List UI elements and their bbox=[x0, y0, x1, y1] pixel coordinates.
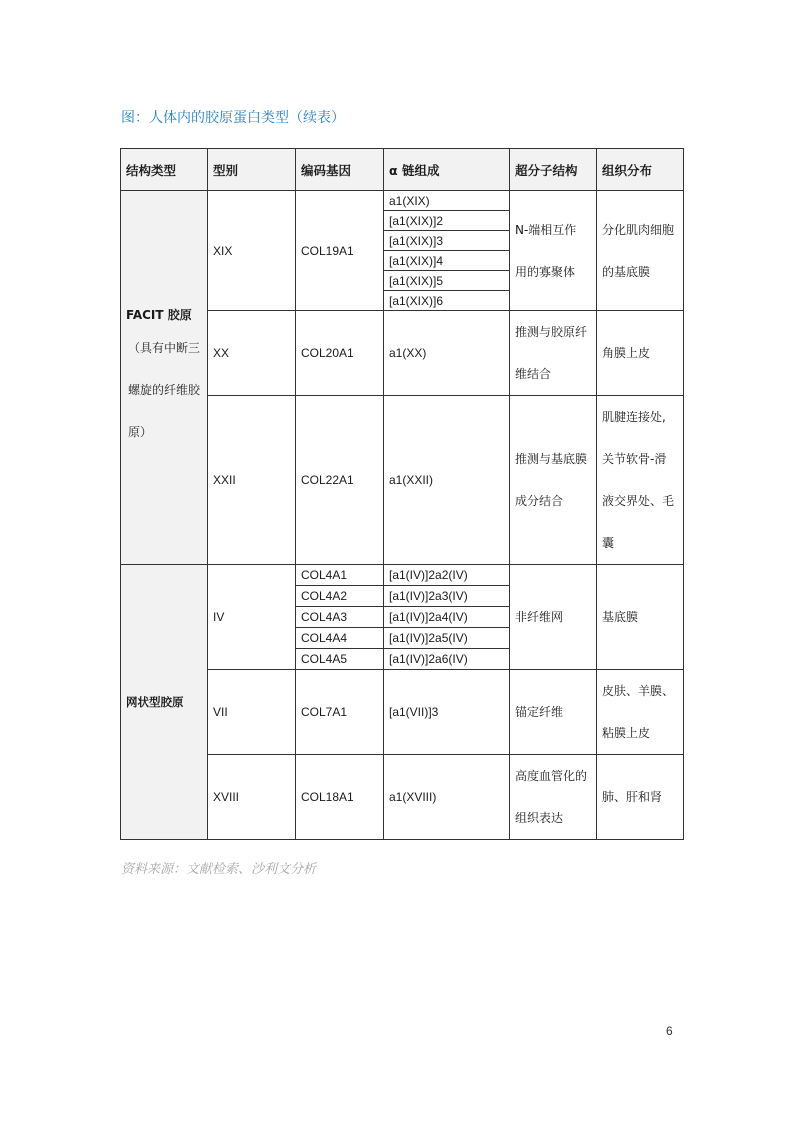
header-tissue: 组织分布 bbox=[597, 149, 684, 191]
chain-cell: [a1(IV)]2a2(IV) bbox=[384, 565, 510, 586]
gene-cell: COL4A1 bbox=[296, 565, 384, 586]
type-cell: XX bbox=[208, 311, 296, 396]
table-header-row bbox=[121, 149, 684, 191]
facit-subtitle-line: 原） bbox=[128, 424, 153, 439]
chain-cell: a1(XVIII) bbox=[384, 755, 510, 840]
chain-cell: a1(XIX) bbox=[384, 191, 510, 211]
tissue-cell: 肌腱连接处, 关节软骨-滑 液交界处、毛 囊 bbox=[597, 396, 684, 565]
facit-category-cell bbox=[121, 191, 208, 565]
facit-title: FACIT 胶原 bbox=[126, 307, 192, 322]
chain-cell: [a1(XIX)]6 bbox=[384, 291, 510, 311]
tissue-cell: 皮肤、羊膜、 粘膜上皮 bbox=[597, 670, 684, 755]
chain-cell: [a1(IV)]2a5(IV) bbox=[384, 628, 510, 649]
gene-cell: COL18A1 bbox=[296, 755, 384, 840]
supramolecular-cell: 非纤维网 bbox=[510, 565, 597, 670]
table-row bbox=[121, 565, 684, 586]
gene-cell: COL4A5 bbox=[296, 649, 384, 670]
chain-cell: [a1(XIX)]4 bbox=[384, 251, 510, 271]
gene-cell: COL4A3 bbox=[296, 607, 384, 628]
supramolecular-cell: 推测与胶原纤 维结合 bbox=[510, 311, 597, 396]
header-gene: 编码基因 bbox=[296, 149, 384, 191]
chain-cell: [a1(XIX)]2 bbox=[384, 211, 510, 231]
type-cell: VII bbox=[208, 670, 296, 755]
gene-cell: COL7A1 bbox=[296, 670, 384, 755]
network-category-cell bbox=[121, 565, 208, 840]
header-type: 型别 bbox=[208, 149, 296, 191]
chain-cell: a1(XXII) bbox=[384, 396, 510, 565]
header-supramolecular: 超分子结构 bbox=[510, 149, 597, 191]
type-cell: XVIII bbox=[208, 755, 296, 840]
supramolecular-cell: 锚定纤维 bbox=[510, 670, 597, 755]
tissue-cell: 分化肌肉细胞 的基底膜 bbox=[597, 191, 684, 311]
page-number: 6 bbox=[666, 1024, 673, 1038]
chain-cell: a1(XX) bbox=[384, 311, 510, 396]
table-row bbox=[121, 191, 684, 211]
type-cell: XXII bbox=[208, 396, 296, 565]
chain-cell: [a1(IV)]2a3(IV) bbox=[384, 586, 510, 607]
supramolecular-cell: 推测与基底膜 成分结合 bbox=[510, 396, 597, 565]
gene-cell: COL22A1 bbox=[296, 396, 384, 565]
chain-cell: [a1(IV)]2a6(IV) bbox=[384, 649, 510, 670]
header-alpha-chain: α 链组成 bbox=[384, 149, 510, 191]
gene-cell: COL19A1 bbox=[296, 191, 384, 311]
type-cell: IV bbox=[208, 565, 296, 670]
chain-cell: [a1(XIX)]5 bbox=[384, 271, 510, 291]
gene-cell: COL20A1 bbox=[296, 311, 384, 396]
gene-cell: COL4A4 bbox=[296, 628, 384, 649]
chain-cell: [a1(XIX)]3 bbox=[384, 231, 510, 251]
type-cell: XIX bbox=[208, 191, 296, 311]
collagen-types-table bbox=[120, 148, 684, 840]
network-title: 网状型胶原 bbox=[126, 695, 184, 709]
gene-cell: COL4A2 bbox=[296, 586, 384, 607]
tissue-cell: 角膜上皮 bbox=[597, 311, 684, 396]
chain-cell: [a1(IV)]2a4(IV) bbox=[384, 607, 510, 628]
supramolecular-cell: N-端相互作 用的寡聚体 bbox=[510, 191, 597, 311]
facit-subtitle-line: 螺旋的纤维胶 bbox=[128, 382, 201, 397]
figure-caption: 图：人体内的胶原蛋白类型（续表） bbox=[121, 110, 345, 126]
source-note: 资料来源：文献检索、沙利文分析 bbox=[121, 862, 317, 877]
header-structure-type: 结构类型 bbox=[121, 149, 208, 191]
tissue-cell: 肺、肝和肾 bbox=[597, 755, 684, 840]
chain-cell: [a1(VII)]3 bbox=[384, 670, 510, 755]
supramolecular-cell: 高度血管化的 组织表达 bbox=[510, 755, 597, 840]
facit-subtitle-line: （具有中断三 bbox=[128, 340, 201, 355]
tissue-cell: 基底膜 bbox=[597, 565, 684, 670]
